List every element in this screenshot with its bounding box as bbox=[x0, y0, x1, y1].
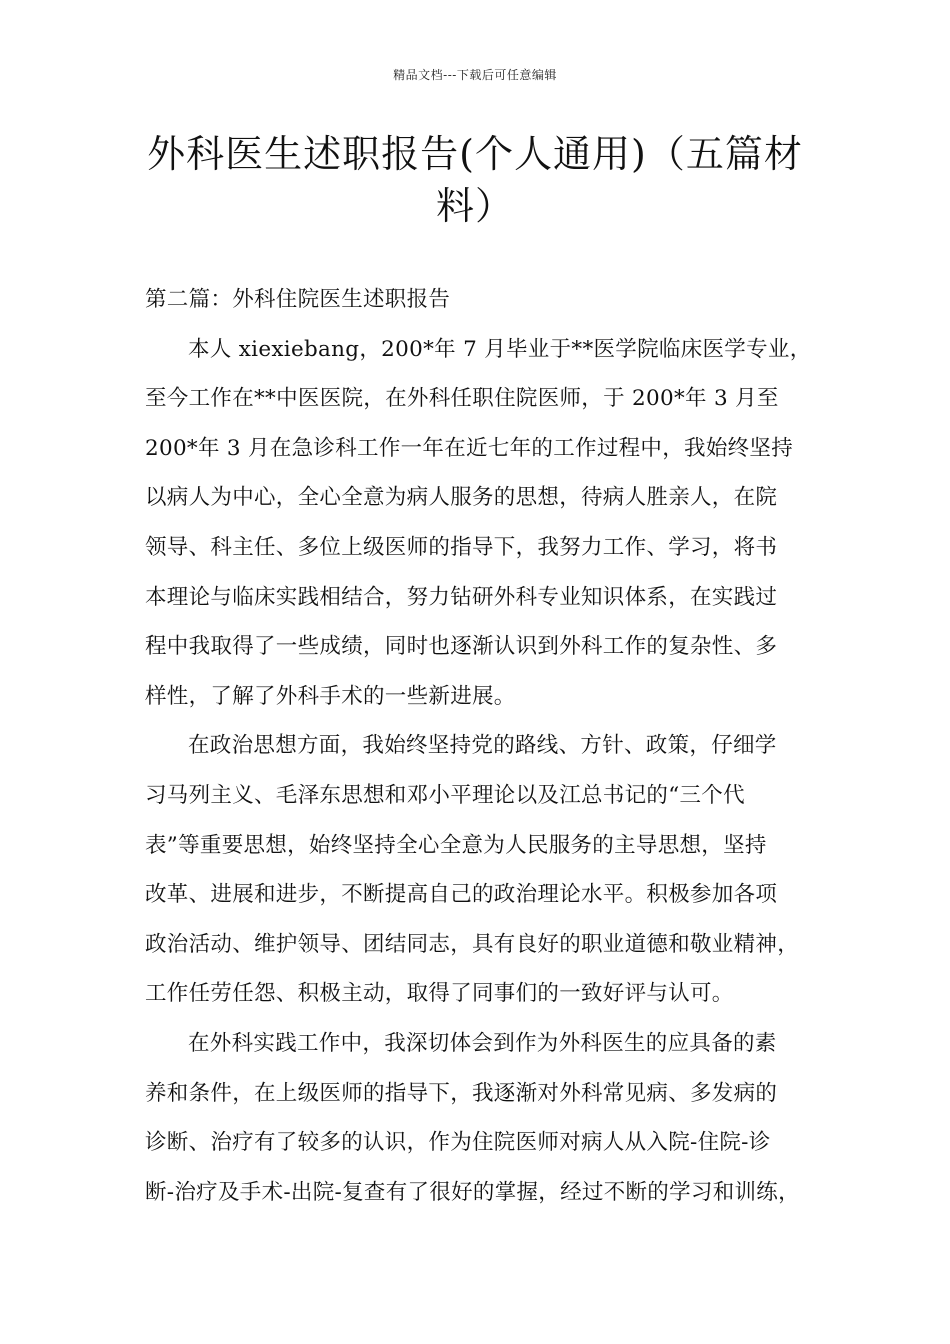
paragraph-line: 在外科实践工作中，我深切体会到作为外科医生的应具备的素 bbox=[188, 1030, 777, 1056]
paragraph-line: 工作任劳任怨、积极主动，取得了同事们的一致好评与认可。 bbox=[145, 981, 734, 1007]
section-heading: 第二篇：外科住院医生述职报告 bbox=[145, 287, 451, 312]
paragraph-line: 本人 xiexiebang，200*年 7 月毕业于**医学院临床医学专业， bbox=[188, 336, 812, 362]
paragraph-line: 养和条件，在上级医师的指导下，我逐渐对外科常见病、多发病的 bbox=[145, 1080, 778, 1106]
header-note: 精品文档---下载后可任意编辑 bbox=[393, 68, 557, 82]
paragraph-line: 断-治疗及手术-出院-复查有了很好的掌握，经过不断的学习和训练， bbox=[145, 1179, 800, 1205]
paragraph-line: 本理论与临床实践相结合，努力钻研外科专业知识体系，在实践过 bbox=[145, 584, 778, 610]
paragraph-line: 在政治思想方面，我始终坚持党的路线、方针、政策，仔细学 bbox=[188, 733, 777, 759]
paragraph-line: 政治活动、维护领导、团结同志，具有良好的职业道德和敬业精神， bbox=[145, 931, 800, 957]
paragraph-line: 至今工作在**中医医院，在外科任职住院医师，于 200*年 3 月至 bbox=[145, 386, 779, 412]
paragraph-line: 习马列主义、毛泽东思想和邓小平理论以及江总书记的“三个代 bbox=[145, 782, 745, 808]
paragraph-line: 表”等重要思想，始终坚持全心全意为人民服务的主导思想，坚持 bbox=[145, 832, 767, 858]
paragraph-line: 样性，了解了外科手术的一些新进展。 bbox=[145, 683, 516, 709]
paragraph-line: 200*年 3 月在急诊科工作一年在近七年的工作过程中，我始终坚持 bbox=[145, 435, 794, 461]
document-title: 外科医生述职报告(个人通用)（五篇材料） bbox=[147, 132, 803, 228]
paragraph-line: 改革、进展和进步，不断提高自己的政治理论水平。积极参加各项 bbox=[145, 882, 778, 908]
paragraph-line: 程中我取得了一些成绩，同时也逐渐认识到外科工作的复杂性、多 bbox=[145, 634, 778, 660]
paragraph-line: 以病人为中心，全心全意为病人服务的思想，待病人胜亲人，在院 bbox=[145, 485, 778, 511]
document-body bbox=[145, 282, 835, 1224]
paragraph-line: 领导、科主任、多位上级医师的指导下，我努力工作、学习，将书 bbox=[145, 534, 778, 560]
paragraph-line: 诊断、治疗有了较多的认识，作为住院医师对病人从入院-住院-诊 bbox=[145, 1130, 771, 1156]
